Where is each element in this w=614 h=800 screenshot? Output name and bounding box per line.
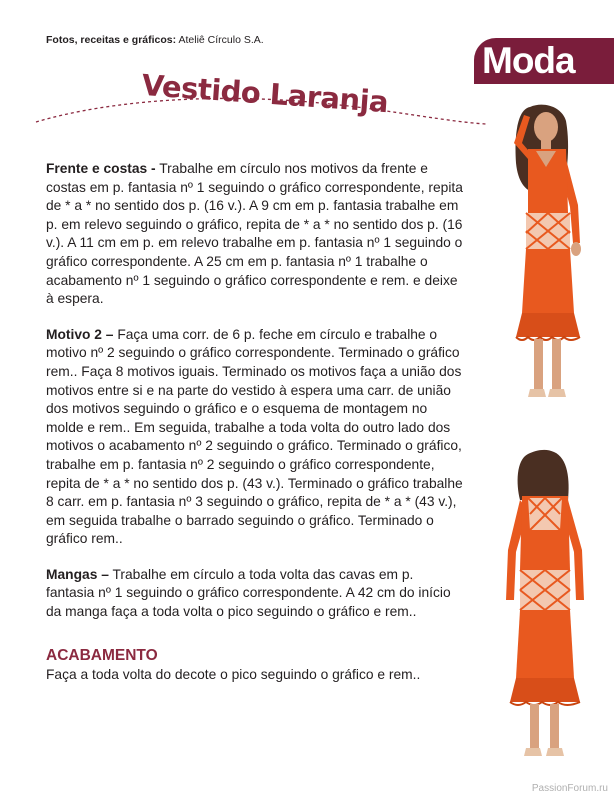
section-tab: [474, 38, 614, 84]
paragraph-text: Trabalhe em círculo a toda volta das cavas em p. fantasia nº 1 seguindo o gráfico correspondente. A 42 cm do início da manga faça a toda volta o pico seguindo o gráfico e rem..: [46, 566, 451, 620]
paragraph-mangas: [46, 566, 464, 622]
model-photo-back: [470, 440, 614, 760]
photo-credits: [46, 34, 264, 46]
credits-label: Fotos, receitas e gráficos:: [46, 34, 177, 46]
watermark: PassionForum.ru: [531, 783, 608, 794]
paragraph-frente-costas: [46, 160, 464, 309]
paragraph-text: Trabalhe em círculo nos motivos da frente e costas em p. fantasia nº 1 seguindo o gráfico correspondente, repita de * a * no sentido dos p. (16 v.). A 9 cm em p. fantasia trabalhe em p. em relevo seguindo o gráfico, repita de * a * no sentido dos p. (16 v.). A 11 cm em p. em relevo trabalhe em p. fantasia nº 1 seguindo o gráfico correspondente. A 25 cm em p. fantasia nº 1 trabalhe o acabamento nº 1 seguindo o gráfico correspondente e rem. e deixe à espera.: [46, 161, 463, 307]
section-tab-label: Moda: [482, 40, 575, 81]
paragraph-label: Frente e costas -: [46, 161, 156, 176]
paragraph-label: Motivo 2 –: [46, 326, 114, 342]
acabamento-text: Faça a toda volta do decote o pico seguindo o gráfico e rem..: [46, 666, 421, 682]
paragraph-motivo-2: [46, 326, 464, 549]
acabamento-heading: ACABAMENTO: [46, 646, 158, 664]
paragraph-label: Mangas –: [46, 566, 109, 582]
credits-value: Ateliê Círculo S.A.: [178, 34, 264, 46]
paragraph-text: Faça uma corr. de 6 p. feche em círculo e trabalhe o motivo nº 2 seguindo o gráfico correspondente. Terminado o gráfico rem.. Faça 8 motivos iguais. Terminado os motivos faça a união dos motivos entre si e na parte do vestido à espera uma carr. de união dos motivos seguindo o gráfico e o esquema de montagem no molde e rem.. Em seguida, trabalhe a toda volta do outro lado dos motivos o acabamento nº 2 seguindo o gráfico. Terminado o gráfico, trabalhe em p. fantasia nº 2 seguindo o gráfico correspondente, repita de * a * no sentido dos p. (43 v.). Terminado o gráfico trabalhe 8 carr. em p. fantasia nº 3 seguindo o gráfico, repita de * a * (43 v.), em seguida trabalhe o barrado seguindo o gráfico. Terminado o gráfico rem..: [46, 326, 463, 547]
model-photo-front: [470, 93, 614, 403]
instructions-body: [46, 160, 464, 701]
page-title: Vestido Laranja: [140, 68, 390, 120]
